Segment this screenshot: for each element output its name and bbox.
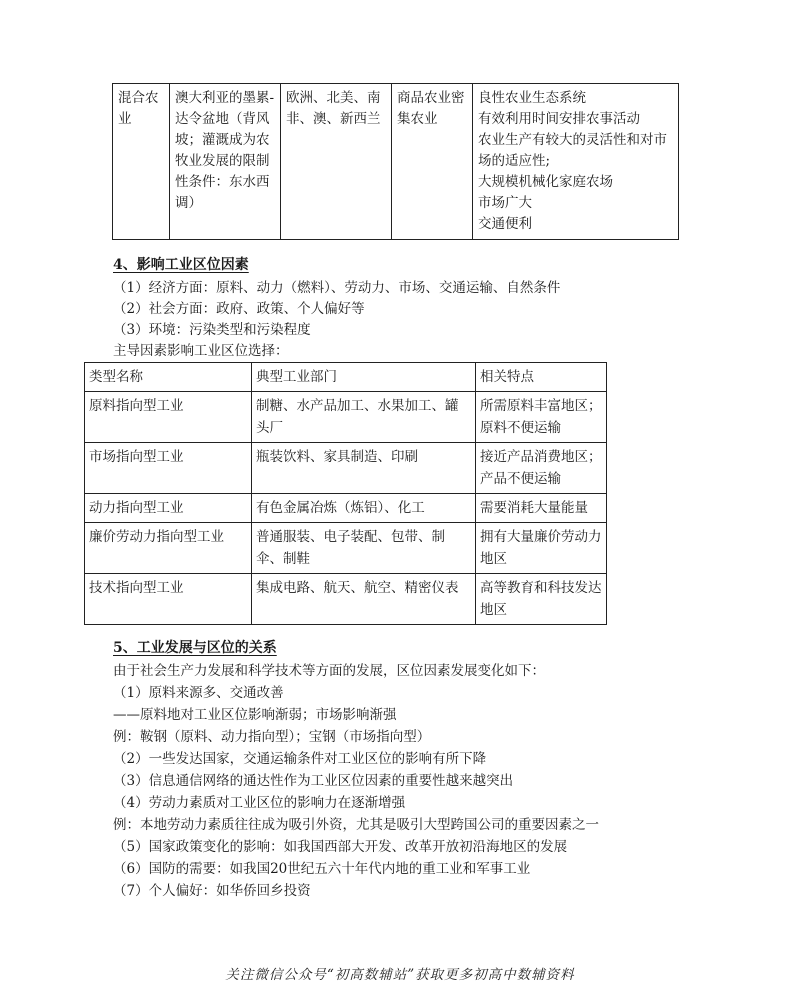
table-row <box>85 443 607 494</box>
table-row <box>113 84 679 240</box>
table-cell: 接近产品消费地区； 产品不便运输 <box>476 443 607 494</box>
table-header: 相关特点 <box>476 363 607 392</box>
table-cell: 集成电路、航天、航空、精密仪表 <box>252 574 476 625</box>
table-row <box>85 392 607 443</box>
footer-note: 关注微信公众号“初高数辅站”获取更多初高中数辅资料 <box>225 967 575 983</box>
table-cell: 有色金属冶炼（炼铝）、化工 <box>252 494 476 523</box>
table-cell: 动力指向型工业 <box>85 494 252 523</box>
section5-line: （7）个人偏好：如华侨回乡投资 <box>113 883 311 899</box>
section5-line: 由于社会生产力发展和科学技术等方面的发展，区位因素发展变化如下： <box>113 663 545 679</box>
table-row <box>85 523 607 574</box>
table-cell: 原料指向型工业 <box>85 392 252 443</box>
section5-line: （6）国防的需要：如我国20世纪五六十年代内地的重工业和军事工业 <box>113 861 531 877</box>
table-cell: 拥有大量廉价劳动力地区 <box>476 523 607 574</box>
section5-line: ——原料地对工业区位影响渐弱；市场影响渐强 <box>113 707 397 723</box>
table-intro: 主导因素影响工业区位选择： <box>113 343 289 359</box>
section5-line: （3）信息通信网络的通达性作为工业区位因素的重要性越来越突出 <box>113 773 514 789</box>
section5-line: 例：鞍钢（原料、动力指向型）；宝钢（市场指向型） <box>113 729 431 745</box>
table-cell: 普通服装、电子装配、包带、制伞、制鞋 <box>252 523 476 574</box>
section4-title: 4、影响工业区位因素 <box>113 257 249 273</box>
table-cell: 混合农业 <box>113 84 170 240</box>
industry-location-table <box>84 362 607 625</box>
table-header: 类型名称 <box>85 363 252 392</box>
table-cell: 技术指向型工业 <box>85 574 252 625</box>
section5-line: 例：本地劳动力素质往往成为吸引外资，尤其是吸引大型跨国公司的重要因素之一 <box>113 817 599 833</box>
section4-item: （3）环境：污染类型和污染程度 <box>113 322 311 338</box>
table-cell: 所需原料丰富地区； 原料不便运输 <box>476 392 607 443</box>
table-cell: 欧洲、北美、南非、澳、新西兰 <box>281 84 392 240</box>
section5-line: （4）劳动力素质对工业区位的影响力在逐渐增强 <box>113 795 406 811</box>
table-cell: 瓶装饮料、家具制造、印刷 <box>252 443 476 494</box>
table-header: 典型工业部门 <box>252 363 476 392</box>
section5-line: （5）国家政策变化的影响：如我国西部大开发、改革开放初沿海地区的发展 <box>113 839 568 855</box>
table-row <box>85 494 607 523</box>
table-cell: 制糖、水产品加工、水果加工、罐头厂 <box>252 392 476 443</box>
table-row <box>85 574 607 625</box>
section5-line: （1）原料来源多、交通改善 <box>113 685 284 701</box>
table-cell: 良性农业生态系统 有效利用时间安排农事活动 农业生产有较大的灵活性和对市场的适应性; 大规模机械化家庭农场 市场广大 交通便利 <box>473 84 679 240</box>
section4-item: （1）经济方面：原料、动力（燃料）、劳动力、市场、交通运输、自然条件 <box>113 280 561 296</box>
section5-title: 5、工业发展与区位的关系 <box>113 640 277 656</box>
section4-item: （2）社会方面：政府、政策、个人偏好等 <box>113 301 365 317</box>
table-cell: 商品农业密集农业 <box>392 84 473 240</box>
table-cell: 廉价劳动力指向型工业 <box>85 523 252 574</box>
table-cell: 澳大利亚的墨累-达令盆地（背风坡；灌溉成为农牧业发展的限制性条件：东水西调） <box>170 84 281 240</box>
table-cell: 需要消耗大量能量 <box>476 494 607 523</box>
table-cell: 高等教育和科技发达地区 <box>476 574 607 625</box>
table-cell: 市场指向型工业 <box>85 443 252 494</box>
table-header-row <box>85 363 607 392</box>
agriculture-table <box>112 83 679 240</box>
section5-line: （2）一些发达国家，交通运输条件对工业区位的影响有所下降 <box>113 751 487 767</box>
